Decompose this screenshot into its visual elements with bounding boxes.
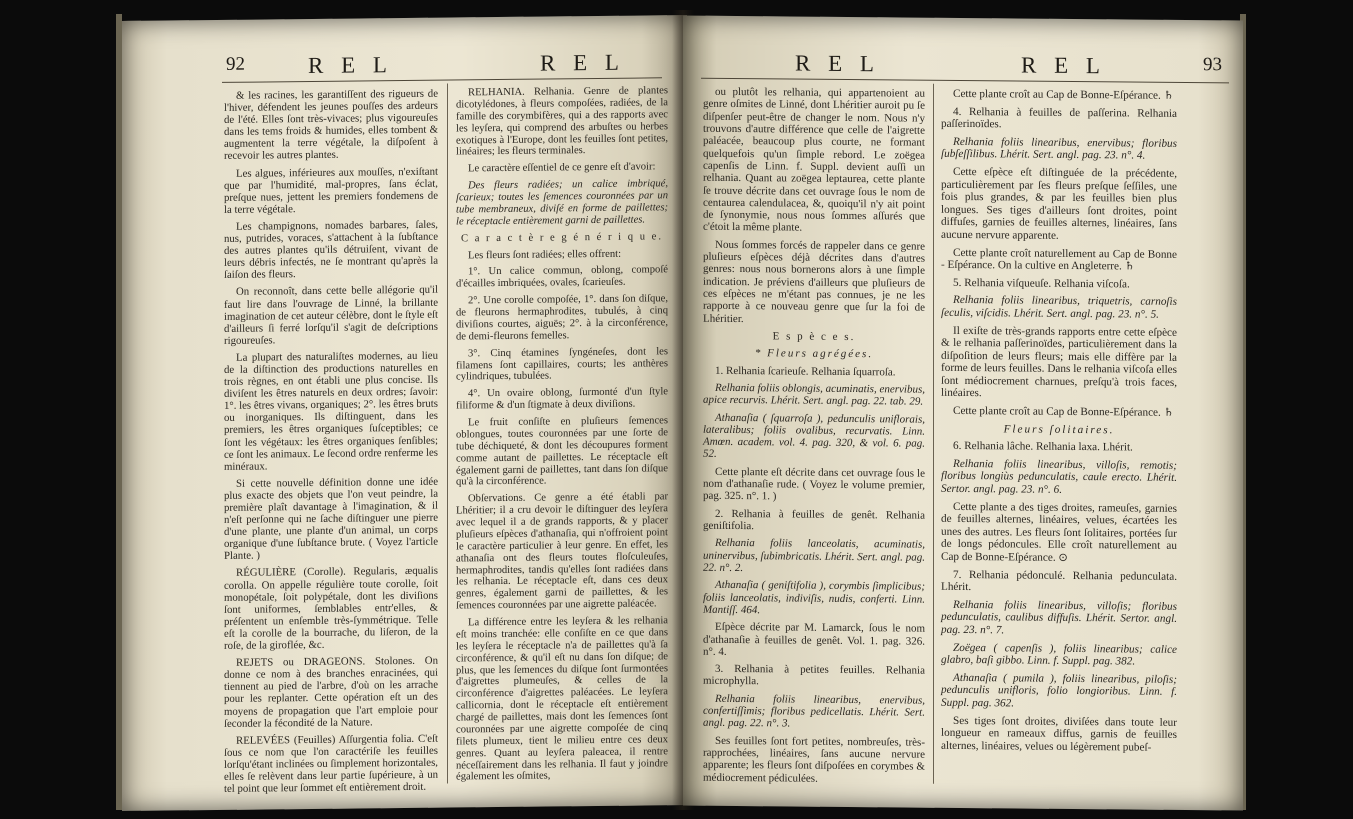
paragraph: ou plutôt les relhania, qui appartenoient au genre oſmites de Linné, dont Lhéritier auroit pu ſe diſpenſer peut-être de changer le nom. Nous n'y trouvons d'autre différence que celle de l'aigrette paléacée, beaucoup plus courte, ne formant quelquefois qu'un ſimple rebord. Le zoëgea capenſis de Linn. f. Suppl. devient auſſi un relhania. Quant au zoëgea leptaurea, cette plante ſe trouve décrite dans cet ouvrage ſous le nom de centaurea calendulacea, &, quoiqu'il n'y ait point de ſynonymie, nous nous ſommes aſſurés que c'étoit la même plante. — [703, 85, 925, 235]
paragraph: Cette plante croît au Cap de Bonne-Eſpérance. ♄ — [953, 87, 1174, 102]
paragraph: Relhania foliis oblongis, acuminatis, enervibus, apice recurvis. Lhérit. Sert. angl. pag. 22. tab. 29. — [703, 381, 925, 408]
paragraph: La plupart des naturaliſtes modernes, au lieu de la diſtinction des productions naturelles en trois règnes, en ont établi une plus concise. Ils diviſent les êtres naturels en deux ordres; ſavoir: 1°. les êtres vivans, organiques; 2°. les êtres bruts ou inorganiques. Ils diſtinguent, dans les premiers, les êtres organiques ſuſceptibles; ce ſont les végétaux: les êtres organiques ſenſibles; ce ſont les animaux. Le ſecond ordre renferme les minéraux. — [224, 349, 438, 473]
paragraph: Les champignons, nomades barbares, ſales, nus, putrides, voraces, s'attachent à la ſubſtance des autres plantes qu'ils détruiſent, vivant de leurs débris infectés, ne ſe montrant qu'après la ſaiſon des fleurs. — [224, 218, 438, 282]
paragraph: Relhania foliis linearibus, enervibus; floribus ſubſeſſilibus. Lhérit. Sert. angl. pag. 23. n°. 4. — [941, 135, 1177, 162]
right-page — [683, 16, 1243, 811]
paragraph: Relhania foliis linearibus, villoſis; floribus pedunculatis, caulibus diffuſis. Lhérit. Sertor. angl. pag. 23. n°. 7. — [941, 598, 1177, 637]
paragraph: Ses tiges ſont droites, diviſées dans toute leur longueur en rameaux diffus, garnis de feuilles alternes, linéaires, velues ou légèrement pubeſ- — [941, 714, 1177, 754]
species-entry: 5. Relhania viſqueuſe. Relhania viſcoſa. — [953, 276, 1130, 291]
subsection-heading: * Fleurs agrégées. — [754, 347, 874, 361]
paragraph: 2°. Une corolle compoſée, 1°. dans ſon diſque, de fleurons hermaphrodites, tubulés, à cinq diviſions courtes, aiguës; 2°. à la circonférence, de demi-fleurons femelles. — [456, 293, 668, 343]
running-head-right-col1: R E L — [795, 50, 880, 77]
species-entry: 2. Relhania à feuilles de genêt. Relhania geniſtifolia. — [703, 507, 925, 533]
paragraph: Athanaſia ( geniſtifolia ), corymbis ſimplicibus; foliis lanceolatis, indiviſis, nudis, conferti. Linn. Mantiſſ. 464. — [703, 579, 925, 617]
paragraph: Il exiſte de très-grands rapports entre cette eſpèce & le relhania paſſerinoïdes, particulièrement dans la diſpoſition de leurs fleurs; mais elle diffère par la forme de leurs feuilles. Dans le relhania viſcoſa elles ſont médiocrement charnues, preſqu'à trois faces, linéaires. — [941, 324, 1177, 400]
paragraph: Les fleurs ſont radiées; elles offrent: — [468, 248, 622, 261]
paragraph: Ses feuilles ſont fort petites, nombreuſes, très-rapprochées, linéaires, ſans aucune nervure apparente; les fleurs ſont diſpoſées en corymbes & médiocrement pédiculées. — [703, 734, 925, 785]
paragraph: Cette plante eſt décrite dans cet ouvrage ſous le nom d'athanaſie rude. ( Voyez le volume premier, pag. 325. n°. 1. ) — [703, 465, 925, 503]
essential-character: Des fleurs radiées; un calice imbriqué, ſcarieux; toutes les ſemences couronnées par un tube membraneux, diviſé en forme de paillettes; le réceptacle entièrement garni de paillettes. — [456, 178, 668, 228]
paragraph: 1°. Un calice commun, oblong, compoſé d'écailles imbriquées, ovales, ſcarieuſes. — [456, 264, 668, 290]
paragraph: Eſpèce décrite par M. Lamarck, ſous le nom d'athanaſie à feuilles de genêt. Vol. 1. pag. 326. n°. 4. — [703, 621, 925, 658]
paragraph: Cette plante croît au Cap de Bonne-Eſpérance. ♄ — [953, 404, 1174, 419]
paragraph: Athanaſia ( ſquarroſa ), pedunculis uniflorais, lateralibus; foliis ovalibus, recurvatis. Linn. Amœn. academ. vol. 4. pag. 320, & vol. 6. pag. 52. — [703, 411, 925, 461]
running-head-left-col1: R E L — [308, 52, 393, 79]
species-entry: 4. Relhania à feuilles de paſſerina. Relhania paſſerinoïdes. — [941, 105, 1177, 131]
paragraph: Relhania foliis linearibus, enervibus, confertiſſimis; floribus pedicellatis. Lhérit. Sert. angl. pag. 22. n°. 3. — [703, 692, 925, 730]
paragraph: 3°. Cinq étamines ſyngéneſes, dont les filamens ſont capillaires, courts; les anthères cylindriques, tubulées. — [456, 345, 668, 383]
paragraph: 4°. Un ovaire oblong, ſurmonté d'un ſtyle filiforme & d'un ſtigmate à deux diviſions. — [456, 386, 668, 412]
species-entry: 7. Relhania pédonculé. Relhania pedunculata. Lhérit. — [941, 568, 1177, 594]
entry-relhania: RELHANIA. Relhania. Genre de plantes dicotylédones, à fleurs compoſées, radiées, de la famille des corymbifères, qui a des rapports avec les leyſera, qui comprend des arbuſtes ou herbes exotiques à l'Europe, dont les feuilles ſont petites, linéaires; les fleurs terminales. — [456, 85, 668, 158]
paragraph: La différence entre les leyſera & les relhania eſt moins tranchée: elle conſiſte en ce que dans les leyſera le réceptacle n'a de paillettes qu'à ſa circonférence, & qu'il eſt nu dans ſon diſque; de plus, que les ſemences du diſque ſont ſurmontées d'aigrettes plumeuſes, & celles de la circonférence d'aigrettes paléacées. Le leyſera callicornia, dont le réceptacle eſt entièrement chargé de paillettes, mais dont les ſemences ſont couronnées par une aigrette compoſée de cinq filets plumeux, tient le milieu entre ces deux genres. Quant au leyſera paleacea, il rentre néceſſairement dans les relhania. Il faut y joindre également les oſmites, — [456, 615, 668, 783]
entry-relevees: RELEVÉES (Feuilles) Aſſurgentia folia. C'eſt ſous ce nom que l'on caractériſe les feuilles lorſqu'étant inclinées ou ſimplement horizontales, elles ſe relèvent dans leur partie ſupérieure, à un tel point que leur ſommet eſt entièrement droit. — [224, 732, 438, 795]
section-heading: E s p è c e s. — [772, 330, 856, 343]
left-page-column-2 — [456, 85, 668, 788]
paragraph: Le caractère eſſentiel de ce genre eſt d'avoir: — [468, 161, 656, 175]
section-heading: C a r a c t è r e g é n é r i q u e. — [460, 230, 663, 245]
right-page-column-2 — [941, 88, 1177, 759]
paragraph: Obſervations. Ce genre a été établi par Lhéritier; il a cru devoir le diſtinguer des leyſera avec lequel il a de grands rapports, & y placer pluſieurs eſpèces d'athanaſia, qui n'offroient point le caractère particulier à leur genre. En effet, les athanaſia ont des fleurs toutes floſculeuſes, hermaphrodites, tandis qu'elles ſont radiées dans les relhania. Le réceptacle eſt, dans ces deux genres, également garni de paillettes, & les ſemences couronnées par une aigrette paléacée. — [456, 491, 668, 612]
subsection-heading: Fleurs ſolitaires. — [1003, 423, 1115, 436]
paragraph: Relhania foliis linearibus, triquetris, carnoſis ſeculis, viſcidis. Lhérit. Sert. angl. pag. 23. n°. 5. — [941, 294, 1177, 321]
paragraph: Le fruit conſiſte en pluſieurs ſemences oblongues, toutes couronnées par une ſorte de tube déchiqueté, & dont les découpures forment comme autant de paillettes. Le réceptacle eſt également garni de paillettes, tant dans ſon diſque qu'à la circonférence. — [456, 415, 668, 488]
right-page-column-1 — [703, 86, 925, 791]
column-rule-right — [933, 84, 934, 784]
paragraph: On reconnoît, dans cette belle allégorie qu'il faut lire dans l'ouvrage de Linné, la brillante imagination de cet auteur célèbre, dont le ſtyle eſt d'ailleurs ſi ferré lorſqu'il s'agit de deſcriptions rigoureuſes. — [224, 284, 438, 347]
paragraph: Les algues, inférieures aux mouſſes, n'exiſtant que par l'humidité, mal-propres, ſans éclat, preſque nues, jettent les premiers fondemens de la terre végétale. — [224, 165, 438, 216]
paragraph: Zoëgea ( capenſis ), foliis linearibus; calice glabro, baſi gibbo. Linn. f. Suppl. pag. 382. — [941, 641, 1177, 668]
species-entry: 6. Relhania lâche. Relhania laxa. Lhérit. — [953, 440, 1133, 454]
paragraph: Relhania foliis lanceolatis, acuminatis, uninervibus, ſubimbricatis. Lhérit. Sert. angl. pag. 22. n°. 2. — [703, 537, 925, 575]
page-number-right: 93 — [1203, 54, 1222, 76]
entry-reguliere: RÉGULIÈRE (Corolle). Regularis, æqualis corolla. On appelle régulière toute corolle, ſoit monopétale, ſoit polypétale, dont les diviſions ſont uniformes, ſemblables entr'elles, & préſentent un enſemble très-ſymmétrique. Telle eſt la corolle de la bourrache, du liſeron, de la roſe, de la giroflée, &c. — [224, 565, 438, 652]
left-page-column-1 — [224, 88, 438, 800]
page-number-left: 92 — [226, 53, 245, 75]
column-rule-left — [447, 84, 448, 784]
species-entry: 3. Relhania à petites feuilles. Relhania microphylla. — [703, 662, 925, 688]
paragraph: Cette plante croît naturellement au Cap de Bonne - Eſpérance. On la cultive en Angleterre. ♄ — [941, 246, 1177, 273]
running-head-right-col2: R E L — [1021, 52, 1106, 79]
paragraph: & les racines, les garantiſſent des rigueurs de l'hiver, défendent les jeunes pouſſes des ardeurs de l'été. Elles ſont très-vivaces; plus vigoureuſes dans les tems froids & humides, elles tombent & augmentent la terre végétale, la diſpoſent à recevoir les autres plantes. — [224, 87, 438, 163]
paragraph: Athanaſia ( pumila ), foliis linearibus, piloſis; pedunculis unifloris, folio longioribus. Linn. f. Suppl. pag. 362. — [941, 671, 1177, 710]
running-head-left-col2: R E L — [540, 49, 625, 76]
paragraph: Cette eſpèce eſt diſtinguée de la précédente, particulièrement par ſes fleurs preſque ſeſſiles, une fois plus grandes, & par les feuilles bien plus longues. Ses tiges d'ailleurs ſont droites, point diffuſes, garnies de feuilles alternes, linéaires, ſans aucune nervure apparente. — [941, 165, 1177, 242]
header-rule-left — [222, 77, 662, 83]
header-rule-right — [701, 78, 1229, 84]
paragraph: Si cette nouvelle définition donne une idée plus exacte des objets que l'on veut peindre, la première plaît davantage à l'imagination, & il n'eſt perſonne qui ne ſache diſtinguer une pierre d'une plante, une plante d'un animal, un corps organique d'une ſubſtance brute. ( Voyez l'article Plante. ) — [224, 475, 438, 563]
paragraph: Cette plante a des tiges droites, rameuſes, garnies de feuilles alternes, linéaires, velues, écartées les unes des autres. Les fleurs ſont ſolitaires, portées ſur de longs pédoncules. Elle croît naturellement au Cap de Bonne-Eſpérance. ⊙ — [941, 500, 1177, 564]
paragraph: Relhania foliis linearibus, villoſis, remotis; floribus longiùs pedunculatis, caule erecto. Lhérit. Sertor. angl. pag. 23. n°. 6. — [941, 457, 1177, 496]
species-entry: 1. Relhania ſcarieuſe. Relhania ſquarroſa. — [715, 364, 896, 378]
entry-rejets: REJETS ou DRAGEONS. Stolones. On donne ce nom à des branches enracinées, qui tiennent au pied de l'arbre, d'où on les arrache pour les replanter. Cette opération eſt un des moyens de propagation que l'art emploie pour ſeconder la fécondité de la Nature. — [224, 654, 438, 730]
left-page — [122, 15, 687, 811]
paragraph: Nous ſommes forcés de rappeler dans ce genre pluſieurs eſpèces déjà décrites dans d'autres genres: nous nous bornerons alors à une ſimple indication. Je préviens d'ailleurs que pluſieurs de ces eſpèces ne m'étant pas connues, je ne les rapporte à ce nouveau genre que ſur la foi de Lhéritier. — [703, 238, 925, 325]
